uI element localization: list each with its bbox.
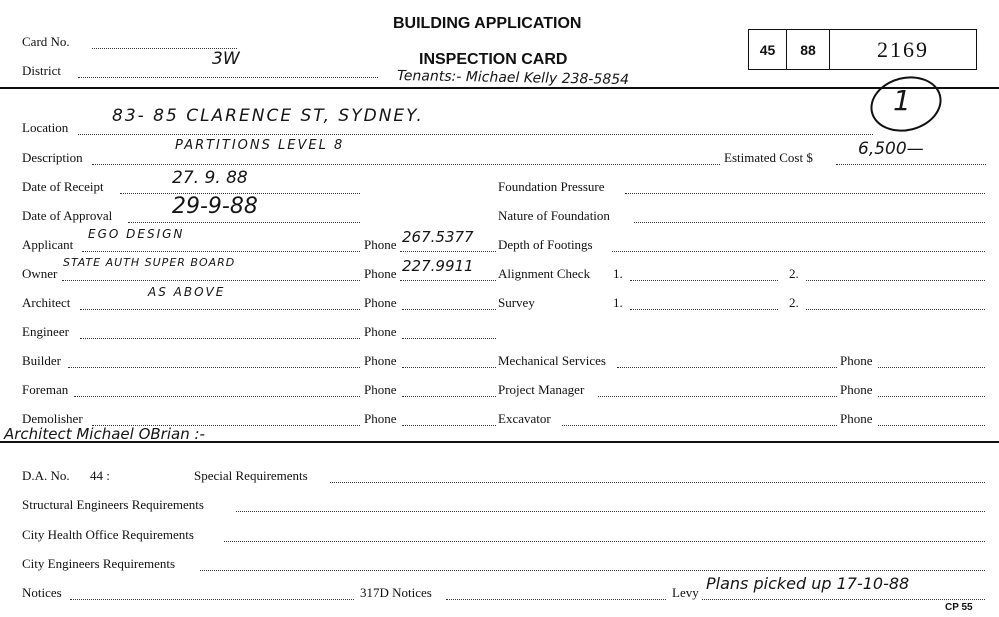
- levy-field: [702, 599, 985, 600]
- architect-field: [80, 309, 360, 310]
- foundation-pressure-field: [625, 193, 985, 194]
- demolisher-phone-label: Phone: [364, 411, 397, 426]
- applicant-value: EGO DESIGN: [88, 227, 185, 241]
- application-number: 2169: [877, 36, 929, 62]
- foreman-phone-field: [402, 396, 496, 397]
- foreman-label: Foreman: [22, 382, 69, 397]
- foreman-phone-label: Phone: [364, 382, 397, 397]
- district-value: 3W: [212, 49, 240, 69]
- engineer-phone-label: Phone: [364, 324, 397, 339]
- date-approval-value: 29-9-88: [172, 194, 258, 219]
- project-manager-field: [598, 396, 837, 397]
- structural-label: Structural Engineers Requirements: [22, 497, 204, 512]
- survey-1: 1.: [613, 295, 623, 310]
- structural-field: [236, 511, 985, 512]
- engineer-phone-field: [402, 338, 496, 339]
- foundation-pressure-label: Foundation Pressure: [498, 179, 605, 194]
- engineer-label: Engineer: [22, 324, 69, 339]
- applicant-label: Applicant: [22, 237, 74, 252]
- builder-phone-label: Phone: [364, 353, 397, 368]
- levy-note: Plans picked up 17-10-88: [706, 574, 910, 593]
- owner-phone-label: Phone: [364, 266, 397, 281]
- estimated-cost-field: [836, 164, 986, 165]
- city-engineers-field: [200, 570, 985, 571]
- demolisher-label: Demolisher: [22, 411, 83, 426]
- builder-label: Builder: [22, 353, 61, 368]
- applicant-field: [82, 251, 360, 252]
- description-value: PARTITIONS LEVEL 8: [175, 138, 345, 153]
- alignment-check-label: Alignment Check: [498, 266, 591, 281]
- excavator-label: Excavator: [498, 411, 551, 426]
- district-field: [78, 77, 378, 78]
- survey-1-field: [630, 309, 778, 310]
- excavator-field: [562, 425, 837, 426]
- notices-317d-label: 317D Notices: [360, 585, 432, 600]
- owner-phone-field: [400, 280, 496, 281]
- notices-field: [70, 599, 354, 600]
- card-subtitle: INSPECTION CARD: [419, 51, 568, 68]
- location-value: 83- 85 CLARENCE ST, SYDNEY.: [112, 106, 424, 126]
- description-label: Description: [22, 150, 83, 165]
- excavator-phone-field: [878, 425, 985, 426]
- notices-317d-field: [446, 599, 666, 600]
- da-label: D.A. No.: [22, 468, 70, 483]
- tenants-note: Tenants:- Michael Kelly 238-5854: [396, 67, 630, 89]
- foreman-field: [74, 396, 360, 397]
- application-number-box: [748, 29, 977, 70]
- district-label: District: [22, 63, 61, 78]
- owner-phone-value: 227.9911: [402, 257, 474, 275]
- city-engineers-label: City Engineers Requirements: [22, 556, 176, 571]
- circled-mark-value: 1: [893, 84, 911, 117]
- architect-note: Architect Michael OBrian :-: [4, 425, 205, 443]
- nature-foundation-label: Nature of Foundation: [498, 208, 610, 223]
- project-manager-phone-field: [878, 396, 985, 397]
- alignment-check-1: 1.: [613, 266, 623, 281]
- levy-label: Levy: [672, 585, 699, 600]
- alignment-check-2: 2.: [789, 266, 799, 281]
- nature-foundation-field: [634, 222, 985, 223]
- header-divider: [0, 87, 999, 89]
- builder-field: [68, 367, 360, 368]
- health-label: City Health Office Requirements: [22, 527, 194, 542]
- demolisher-phone-field: [402, 425, 496, 426]
- depth-footings-label: Depth of Footings: [498, 237, 593, 252]
- alignment-check-1-field: [630, 280, 778, 281]
- special-requirements-label: Special Requirements: [194, 468, 308, 483]
- date-approval-label: Date of Approval: [22, 208, 113, 223]
- architect-phone-field: [402, 309, 496, 310]
- alignment-check-2-field: [806, 280, 985, 281]
- health-field: [224, 541, 985, 542]
- card-no-label: Card No.: [22, 34, 70, 49]
- owner-field: [62, 280, 360, 281]
- owner-value: STATE AUTH SUPER BOARD: [63, 256, 236, 269]
- special-requirements-field: [330, 482, 985, 483]
- survey-label: Survey: [498, 295, 535, 310]
- location-label: Location: [22, 120, 69, 135]
- survey-2: 2.: [789, 295, 799, 310]
- project-manager-label: Project Manager: [498, 382, 585, 397]
- mechanical-phone-field: [878, 367, 985, 368]
- section-divider: [0, 441, 999, 443]
- architect-label: Architect: [22, 295, 71, 310]
- estimated-cost-value: 6,500—: [858, 139, 924, 159]
- depth-footings-field: [612, 251, 985, 252]
- notices-label: Notices: [22, 585, 62, 600]
- project-manager-phone-label: Phone: [840, 382, 873, 397]
- architect-phone-label: Phone: [364, 295, 397, 310]
- applicant-phone-value: 267.5377: [402, 228, 474, 246]
- mechanical-phone-label: Phone: [840, 353, 873, 368]
- form-code: CP 55: [945, 602, 973, 613]
- location-field: [78, 134, 873, 135]
- estimated-cost-label: Estimated Cost $: [724, 150, 813, 165]
- date-receipt-value: 27. 9. 88: [172, 168, 248, 188]
- date-receipt-label: Date of Receipt: [22, 179, 104, 194]
- date-approval-field: [128, 222, 360, 223]
- owner-label: Owner: [22, 266, 58, 281]
- box-cell-2: 88: [787, 30, 830, 69]
- architect-value: AS ABOVE: [148, 285, 226, 299]
- builder-phone-field: [402, 367, 496, 368]
- da-value: 44 :: [90, 468, 110, 483]
- mechanical-label: Mechanical Services: [498, 353, 606, 368]
- engineer-field: [80, 338, 360, 339]
- description-field: [92, 164, 720, 165]
- applicant-phone-field: [400, 251, 496, 252]
- survey-2-field: [806, 309, 985, 310]
- box-cell-1: 45: [749, 30, 787, 69]
- applicant-phone-label: Phone: [364, 237, 397, 252]
- card-title: BUILDING APPLICATION: [393, 15, 582, 32]
- mechanical-field: [617, 367, 837, 368]
- excavator-phone-label: Phone: [840, 411, 873, 426]
